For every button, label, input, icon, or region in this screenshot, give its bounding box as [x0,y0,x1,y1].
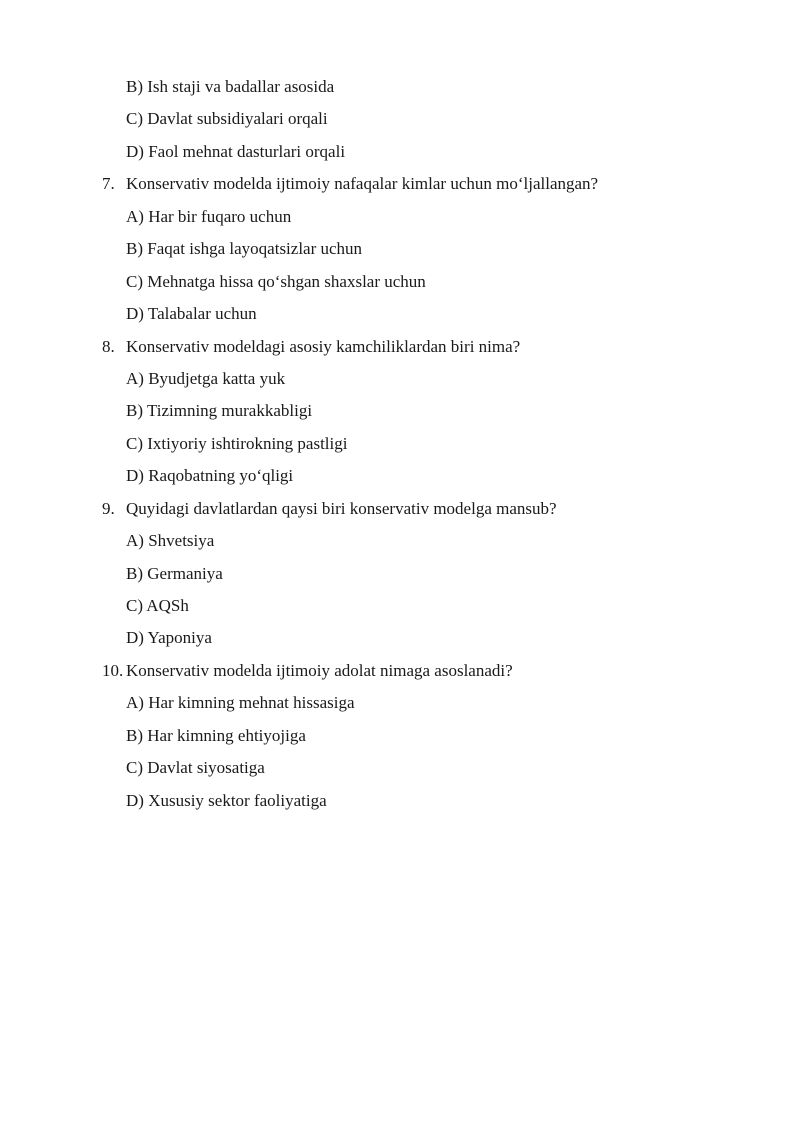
option-item: D) Raqobatning yo‘qligi [126,466,294,485]
question-text: Konservativ modelda ijtimoiy adolat nimaga asoslanadi? [126,661,513,680]
option-item: C) Davlat subsidiyalari orqali [126,109,328,128]
option-item: D) Yaponiya [126,628,212,647]
option-item: C) Ixtiyoriy ishtirokning pastligi [126,434,348,453]
option-item: C) AQSh [126,596,189,615]
option-item: A) Shvetsiya [126,531,215,550]
question-text: Konservativ modeldagi asosiy kamchiliklardan biri nima? [126,337,521,356]
question-number: 10. [102,661,124,680]
option-item: B) Faqat ishga layoqatsizlar uchun [126,239,363,258]
option-item: D) Talabalar uchun [126,304,257,323]
option-item: A) Har kimning mehnat hissasiga [126,693,355,712]
option-item: A) Har bir fuqaro uchun [126,207,292,226]
question-text: Quyidagi davlatlardan qaysi biri konservativ modelga mansub? [126,499,557,518]
option-item: C) Mehnatga hissa qo‘shgan shaxslar uchun [126,272,426,291]
option-item: B) Ish staji va badallar asosida [126,77,335,96]
option-item: B) Tizimning murakkabligi [126,401,313,420]
question-number: 9. [102,499,115,518]
question-number: 7. [102,174,115,193]
question-number: 8. [102,337,115,356]
option-item: D) Xususiy sektor faoliyatiga [126,791,327,810]
option-item: B) Germaniya [126,564,223,583]
question-text: Konservativ modelda ijtimoiy nafaqalar kimlar uchun mo‘ljallangan? [126,174,599,193]
option-item: C) Davlat siyosatiga [126,758,265,777]
option-item: A) Byudjetga katta yuk [126,369,286,388]
option-item: D) Faol mehnat dasturlari orqali [126,142,346,161]
option-item: B) Har kimning ehtiyojiga [126,726,306,745]
